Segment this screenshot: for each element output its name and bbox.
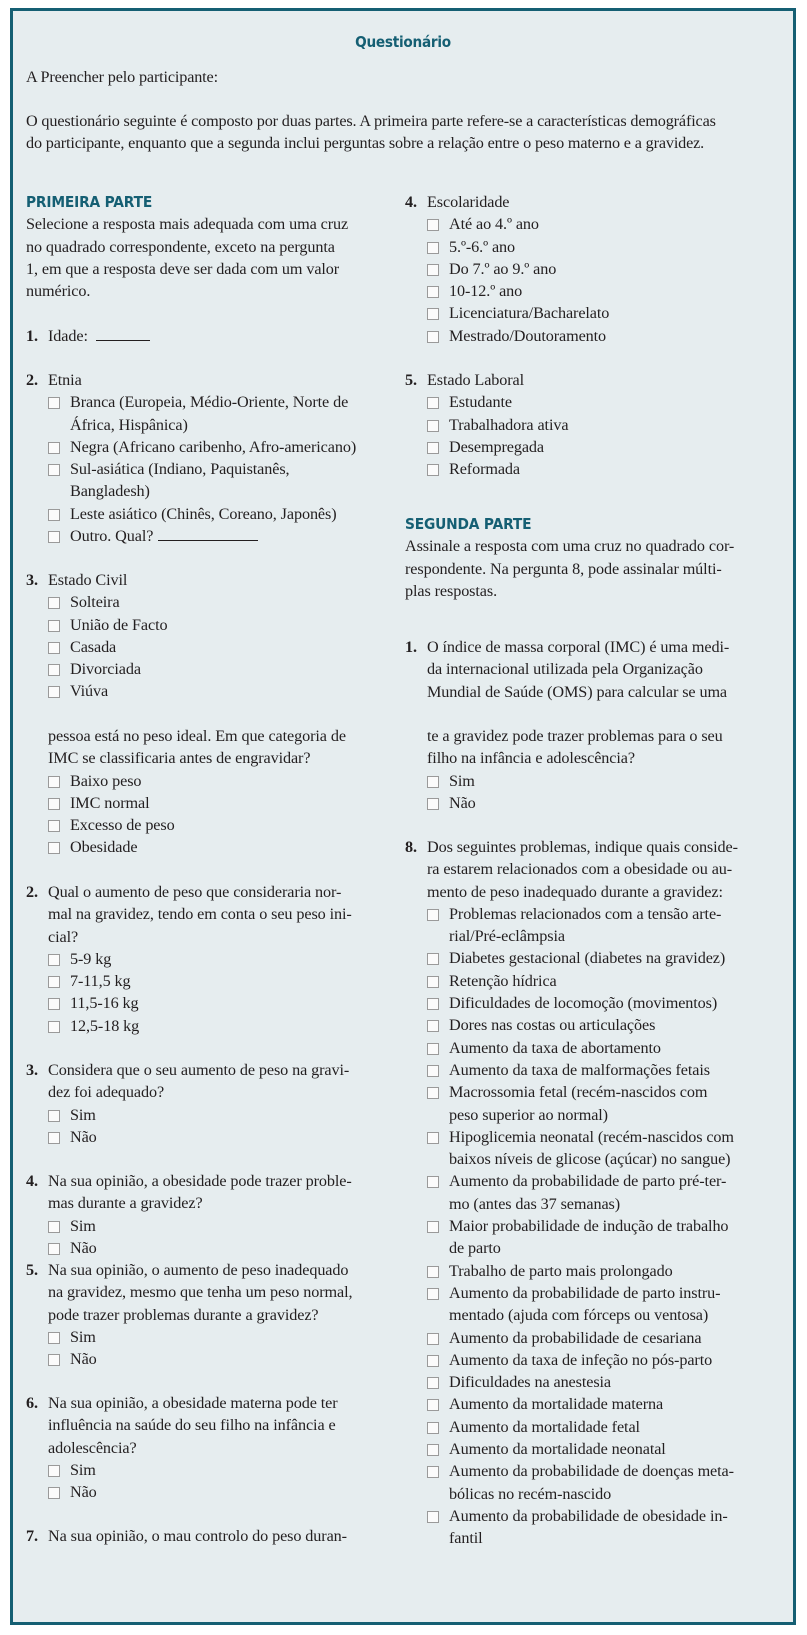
text-line: mal na gravidez, tendo em conta o seu peso ini-: [48, 905, 352, 924]
answer-option[interactable]: [26, 680, 386, 702]
option-label: 5.º-6.º ano: [449, 237, 516, 256]
p2-question-7: [26, 1525, 386, 1547]
option-label: 7-11,5 kg: [70, 972, 131, 991]
question-text: [26, 1259, 386, 1326]
answer-option[interactable]: [26, 591, 386, 613]
question-number: 5.: [26, 1261, 38, 1279]
checkbox[interactable]: [427, 1466, 439, 1478]
question-number: 8.: [405, 838, 417, 856]
question-text: [26, 881, 386, 948]
text-line: no quadrado correspondente, exceto na pergunta: [26, 237, 335, 256]
checkbox[interactable]: [48, 1021, 60, 1033]
intro-text: O questionário seguinte é composto por duas partes. A primeira parte refere-se a características demográficas do participante, enquanto que a segunda inclui perguntas sobre a relação entre o peso materno e a gravidez.: [26, 112, 716, 153]
part2-section: [405, 513, 765, 602]
option-label: Aumento da probabilidade de doenças meta-: [449, 1462, 734, 1481]
option-label: 12,5-18 kg: [70, 1016, 140, 1035]
checkbox[interactable]: [427, 998, 439, 1010]
option-label: Retenção hídrica: [449, 971, 557, 990]
checkbox[interactable]: [427, 1176, 439, 1188]
answer-option[interactable]: [26, 970, 386, 992]
option-label: Aumento da mortalidade fetal: [449, 1417, 640, 1436]
option-label: 5-9 kg: [70, 949, 112, 968]
option-label: Até ao 4.º ano: [449, 215, 539, 234]
option-label: Aumento da probabilidade de parto pré-ter-: [449, 1172, 727, 1191]
answer-option[interactable]: [26, 1481, 386, 1503]
option-label: Trabalho de parto mais prolongado: [449, 1261, 673, 1280]
questionnaire-frame: [10, 8, 796, 1625]
option-label: Mestrado/Doutoramento: [449, 326, 607, 345]
option-label: Excesso de peso: [70, 816, 175, 835]
answer-option[interactable]: [405, 770, 765, 792]
text-line: dez foi adequado?: [48, 1083, 165, 1102]
option-label: Casada: [70, 637, 117, 656]
page-title: Questionário: [355, 33, 451, 51]
option-label-wrap: [70, 525, 386, 547]
answer-option[interactable]: [405, 458, 765, 480]
checkbox[interactable]: [48, 1221, 60, 1233]
question-number: 4.: [405, 193, 417, 211]
option-label: Desempregada: [449, 437, 544, 456]
option-label: Aumento da taxa de infeção no pós-parto: [449, 1350, 713, 1369]
question-number: 1.: [405, 638, 417, 656]
answer-option[interactable]: [405, 992, 765, 1014]
question-text: [405, 636, 765, 703]
question-text: [26, 1059, 386, 1104]
checkbox[interactable]: [48, 531, 60, 543]
text-line: te a gravidez pode trazer problemas para o seu: [427, 727, 723, 745]
checkbox[interactable]: [48, 1332, 60, 1344]
answer-option[interactable]: [26, 992, 386, 1014]
text-line: cial?: [48, 927, 79, 946]
p2-question-7-cont: [405, 725, 765, 814]
checkbox[interactable]: [427, 976, 439, 988]
checkbox[interactable]: [427, 1288, 439, 1300]
answer-option[interactable]: [405, 1126, 765, 1171]
text-line: na gravidez, mesmo que tenha um peso normal,: [48, 1283, 353, 1302]
checkbox[interactable]: [427, 1377, 439, 1389]
question-text: [26, 369, 386, 391]
question-text-continued: [405, 725, 765, 770]
answer-option[interactable]: [26, 458, 386, 503]
p2-question-4: [26, 1170, 386, 1259]
question-label: Etnia: [48, 371, 82, 389]
checkbox[interactable]: [427, 1333, 439, 1345]
option-label: Aumento da mortalidade neonatal: [449, 1440, 666, 1459]
checkbox[interactable]: [48, 954, 60, 966]
checkbox[interactable]: [48, 1354, 60, 1366]
p2-question-8: [405, 836, 765, 1550]
answer-option[interactable]: [405, 414, 765, 436]
answer-option[interactable]: [26, 614, 386, 636]
question-text: [26, 1170, 386, 1215]
part1-heading: PRIMEIRA PARTE: [26, 193, 153, 211]
checkbox[interactable]: [48, 509, 60, 521]
question-label: Idade:: [48, 327, 88, 345]
option-label: peso superior ao normal): [449, 1105, 608, 1124]
answer-option[interactable]: [405, 391, 765, 413]
text-line: Mundial de Saúde (OMS) para calcular se uma: [427, 682, 728, 701]
checkbox[interactable]: [48, 1132, 60, 1144]
checkbox[interactable]: [427, 1266, 439, 1278]
checkbox[interactable]: [48, 1110, 60, 1122]
option-label: Licenciatura/Bacharelato: [449, 304, 610, 323]
answer-option[interactable]: [405, 280, 765, 302]
option-label: IMC normal: [70, 793, 150, 812]
answer-option[interactable]: [405, 302, 765, 324]
option-label: bólicas no recém-nascido: [449, 1484, 612, 1503]
question-number: 7.: [26, 1527, 38, 1545]
p2-question-1-cont: [26, 725, 386, 859]
option-label: Trabalhadora ativa: [449, 415, 569, 434]
option-label: mo (antes das 37 semanas): [449, 1194, 621, 1213]
checkbox[interactable]: [427, 420, 439, 432]
option-label: Aumento da taxa de malformações fetais: [449, 1060, 710, 1079]
option-label: Negra (Africano caribenho, Afro-americano): [70, 437, 357, 456]
answer-option[interactable]: [405, 1393, 765, 1415]
answer-option[interactable]: [405, 436, 765, 458]
option-label: Não: [70, 1238, 97, 1257]
text-line: Na sua opinião, a obesidade pode trazer proble-: [48, 1172, 352, 1190]
question-text-continued: [26, 725, 386, 770]
text-line: mas durante a gravidez?: [48, 1194, 203, 1213]
question-number: 1.: [26, 327, 38, 345]
answer-option[interactable]: [26, 948, 386, 970]
checkbox[interactable]: [427, 798, 439, 810]
checkbox[interactable]: [427, 1444, 439, 1456]
answer-option[interactable]: [26, 1215, 386, 1237]
answer-option[interactable]: [405, 947, 765, 969]
checkbox[interactable]: [427, 242, 439, 254]
option-label: 10-12.º ano: [449, 282, 523, 301]
text-line: Na sua opinião, o mau controlo do peso duran-: [48, 1527, 347, 1545]
option-label: Estudante: [449, 393, 512, 412]
option-label: mentado (ajuda com fórceps ou ventosa): [449, 1306, 709, 1325]
option-label: Aumento da probabilidade de cesariana: [449, 1328, 702, 1347]
checkbox[interactable]: [427, 331, 439, 343]
option-label: Bangladesh): [70, 482, 150, 501]
text-line: Na sua opinião, o aumento de peso inadequado: [48, 1261, 349, 1279]
p1-question-1: [26, 325, 408, 347]
option-label: Dores nas costas ou articulações: [449, 1016, 656, 1035]
question-text: [405, 369, 765, 391]
checkbox[interactable]: [48, 1243, 60, 1255]
question-label: Estado Laboral: [427, 371, 525, 389]
checkbox[interactable]: [427, 776, 439, 788]
answer-option[interactable]: [405, 236, 765, 258]
part1-section: [26, 191, 386, 302]
checkbox[interactable]: [48, 620, 60, 632]
option-label: África, Hispânica): [70, 415, 188, 434]
answer-option[interactable]: [26, 1237, 386, 1259]
answer-option[interactable]: [405, 1416, 765, 1438]
text-line: da internacional utilizada pela Organização: [427, 660, 703, 679]
checkbox[interactable]: [427, 442, 439, 454]
question-number: 5.: [405, 371, 417, 389]
option-label: Leste asiático (Chinês, Coreano, Japonês): [70, 504, 337, 523]
question-number: 2.: [26, 883, 38, 901]
p1-question-5: [405, 369, 765, 480]
p2-question-5: [26, 1259, 386, 1370]
answer-option[interactable]: [26, 503, 386, 525]
answer-option[interactable]: [405, 1438, 765, 1460]
option-label: Não: [70, 1483, 97, 1502]
answer-option[interactable]: [26, 814, 386, 836]
text-line: Dos seguintes problemas, indique quais conside-: [427, 838, 738, 856]
checkbox[interactable]: [427, 219, 439, 231]
answer-option[interactable]: [405, 1327, 765, 1349]
checkbox[interactable]: [48, 976, 60, 988]
other-ethnicity-input[interactable]: [158, 526, 258, 541]
text-line: influência na saúde do seu filho na infância e: [48, 1416, 336, 1435]
question-text: [26, 1525, 386, 1547]
answer-option[interactable]: [26, 391, 386, 436]
checkbox[interactable]: [48, 798, 60, 810]
option-label: Sim: [449, 771, 475, 790]
checkbox[interactable]: [48, 597, 60, 609]
question-text: [405, 836, 765, 903]
option-label: Não: [70, 1350, 97, 1369]
answer-option[interactable]: [405, 1215, 765, 1260]
option-label: Sim: [70, 1460, 96, 1479]
answer-option[interactable]: [405, 1505, 765, 1550]
part2-instructions: [405, 535, 765, 602]
answer-option[interactable]: [26, 1126, 386, 1148]
answer-option[interactable]: [26, 436, 386, 458]
answer-option[interactable]: [26, 1015, 386, 1037]
answer-option[interactable]: [26, 658, 386, 680]
part1-instructions: [26, 213, 386, 302]
answer-option[interactable]: [405, 792, 765, 814]
text-line: plas respostas.: [405, 581, 498, 600]
option-label: Dificuldades na anestesia: [449, 1373, 612, 1392]
p2-question-6: [26, 1392, 386, 1503]
text-line: numérico.: [26, 282, 91, 301]
text-line: filho na infância e adolescência?: [427, 749, 635, 768]
option-label: Maior probabilidade de indução de trabalho: [449, 1217, 729, 1236]
option-label: Reformada: [449, 460, 521, 479]
checkbox[interactable]: [427, 1132, 439, 1144]
text-line: pode trazer problemas durante a gravidez?: [48, 1305, 319, 1324]
option-label: Dificuldades de locomoção (movimentos): [449, 994, 718, 1013]
option-label: Sim: [70, 1216, 96, 1235]
part2-heading: SEGUNDA PARTE: [405, 515, 532, 533]
checkbox[interactable]: [427, 264, 439, 276]
text-line: respondente. Na pergunta 8, pode assinalar múlti-: [405, 559, 722, 578]
text-line: Assinale a resposta com uma cruz no quadrado cor-: [405, 537, 735, 556]
p1-question-3: [26, 569, 386, 703]
checkbox[interactable]: [48, 664, 60, 676]
checkbox[interactable]: [48, 642, 60, 654]
checkbox[interactable]: [48, 464, 60, 476]
checkbox[interactable]: [427, 909, 439, 921]
option-label: Branca (Europeia, Médio-Oriente, Norte de: [70, 393, 349, 412]
option-label: Solteira: [70, 593, 120, 612]
checkbox[interactable]: [48, 442, 60, 454]
age-input[interactable]: [96, 326, 150, 341]
option-label: Problemas relacionados com a tensão arte-: [449, 904, 722, 923]
option-label: fantil: [449, 1529, 483, 1548]
checkbox[interactable]: [427, 1043, 439, 1055]
checkbox[interactable]: [427, 1020, 439, 1032]
option-label: Aumento da probabilidade de obesidade in-: [449, 1506, 728, 1525]
checkbox[interactable]: [427, 286, 439, 298]
answer-option[interactable]: [405, 1059, 765, 1081]
question-label: Escolaridade: [427, 193, 510, 211]
question-text: [26, 569, 386, 591]
checkbox[interactable]: [427, 1511, 439, 1523]
question-number: 3.: [26, 571, 38, 589]
checkbox[interactable]: [48, 998, 60, 1010]
answer-option[interactable]: [405, 1460, 765, 1505]
checkbox[interactable]: [427, 1355, 439, 1367]
question-number: 6.: [26, 1394, 38, 1412]
text-line: Considera que o seu aumento de peso na gravi-: [48, 1061, 350, 1079]
checkbox[interactable]: [427, 464, 439, 476]
option-label: rial/Pré-eclâmpsia: [449, 927, 565, 946]
answer-option[interactable]: [405, 1260, 765, 1282]
option-label: União de Facto: [70, 615, 168, 634]
text-line: mento de peso inadequado durante a gravidez:: [427, 882, 723, 901]
option-label: Não: [449, 793, 476, 812]
answer-option[interactable]: [26, 792, 386, 814]
checkbox[interactable]: [427, 953, 439, 965]
question-text: [405, 191, 765, 213]
text-line: IMC se classificaria antes de engravidar?: [48, 749, 311, 768]
option-label: Viúva: [70, 682, 109, 701]
option-label: Sul-asiática (Indiano, Paquistanês,: [70, 460, 290, 479]
answer-option[interactable]: [26, 1104, 386, 1126]
option-label: Aumento da probabilidade de parto instru-: [449, 1283, 721, 1302]
p1-question-2: [26, 369, 386, 547]
checkbox[interactable]: [427, 1087, 439, 1099]
option-label: Sim: [70, 1327, 96, 1346]
option-label: de parto: [449, 1239, 501, 1258]
p2-question-1: [405, 636, 765, 703]
question-number: 2.: [26, 371, 38, 389]
text-line: 1, em que a resposta deve ser dada com um valor: [26, 259, 340, 278]
answer-option[interactable]: [405, 1349, 765, 1371]
answer-option[interactable]: [405, 1037, 765, 1059]
checkbox[interactable]: [48, 820, 60, 832]
answer-option[interactable]: [26, 1459, 386, 1481]
answer-option[interactable]: [405, 1081, 765, 1126]
answer-option[interactable]: [26, 1348, 386, 1370]
question-label: Estado Civil: [48, 571, 128, 589]
answer-option[interactable]: [405, 325, 765, 347]
option-label: Obesidade: [70, 838, 138, 857]
answer-option[interactable]: [405, 1014, 765, 1036]
answer-option[interactable]: [26, 1326, 386, 1348]
answer-option[interactable]: [405, 213, 765, 235]
checkbox[interactable]: [427, 1065, 439, 1077]
answer-option[interactable]: [26, 636, 386, 658]
answer-option[interactable]: [405, 970, 765, 992]
question-number: 4.: [26, 1172, 38, 1190]
question-number: 3.: [26, 1061, 38, 1079]
text-line: ra estarem relacionados com a obesidade ou au-: [427, 860, 733, 879]
p2-question-2: [26, 881, 386, 1037]
fill-note: A Preencher pelo participante:: [26, 68, 218, 86]
answer-option[interactable]: [405, 1371, 765, 1393]
option-label: Macrossomia fetal (recém-nascidos com: [449, 1083, 708, 1102]
text-line: Selecione a resposta mais adequada com uma cruz: [26, 215, 349, 234]
p1-question-4: [405, 191, 765, 347]
answer-option[interactable]: [26, 770, 386, 792]
option-label: Hipoglicemia neonatal (recém-nascidos com: [449, 1127, 734, 1146]
checkbox[interactable]: [48, 1487, 60, 1499]
checkbox[interactable]: [427, 308, 439, 320]
checkbox[interactable]: [427, 1221, 439, 1233]
option-label: Aumento da mortalidade materna: [449, 1395, 664, 1414]
text-line: Na sua opinião, a obesidade materna pode ter: [48, 1394, 338, 1412]
p2-question-3: [26, 1059, 386, 1148]
question-text: [26, 1392, 386, 1459]
option-label: 11,5-16 kg: [70, 994, 139, 1013]
checkbox[interactable]: [48, 397, 60, 409]
option-label: Aumento da taxa de abortamento: [449, 1038, 661, 1057]
checkbox[interactable]: [48, 1465, 60, 1477]
option-label: Baixo peso: [70, 771, 142, 790]
checkbox[interactable]: [48, 842, 60, 854]
text-line: O índice de massa corporal (IMC) é uma medi-: [427, 638, 730, 656]
text-line: pessoa está no peso ideal. Em que categoria de: [48, 727, 346, 745]
answer-option[interactable]: [26, 525, 386, 547]
option-label: Outro. Qual?: [70, 527, 154, 546]
answer-option[interactable]: [405, 1282, 765, 1327]
answer-option[interactable]: [405, 1170, 765, 1215]
option-label: Diabetes gestacional (diabetes na gravidez): [449, 949, 726, 968]
answer-option[interactable]: [26, 836, 386, 858]
answer-option[interactable]: [405, 903, 765, 948]
option-label: Não: [70, 1127, 97, 1146]
option-label: Sim: [70, 1105, 96, 1124]
text-line: Qual o aumento de peso que consideraria nor-: [48, 883, 342, 901]
option-label: Divorciada: [70, 660, 141, 679]
option-label: baixos níveis de glicose (açúcar) no sangue): [449, 1150, 731, 1169]
checkbox[interactable]: [48, 686, 60, 698]
checkbox[interactable]: [427, 1399, 439, 1411]
checkbox[interactable]: [48, 776, 60, 788]
text-line: adolescência?: [48, 1438, 137, 1457]
checkbox[interactable]: [427, 1422, 439, 1434]
answer-option[interactable]: [405, 258, 765, 280]
option-label: Do 7.º ao 9.º ano: [449, 259, 557, 278]
checkbox[interactable]: [427, 397, 439, 409]
